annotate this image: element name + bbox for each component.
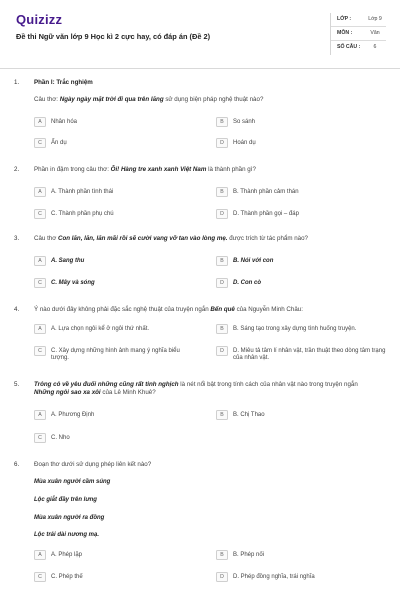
- option-text: B. Sáng tạo trong xây dựng tình huống truyện.: [233, 325, 357, 332]
- poem-line: Lộc giắt đầy trên lưng: [34, 497, 97, 503]
- option-letter-badge: D: [216, 138, 228, 148]
- option-text: C. Xây dựng những hình ảnh mang ý nghĩa biểu tượng.: [51, 347, 180, 361]
- question-text-post2: của Lê Minh Khuê?: [100, 388, 156, 396]
- option-text: Ẩn dụ: [51, 139, 67, 146]
- meta-value-subject: Văn: [370, 30, 380, 36]
- option-text: A. Thành phần tình thái: [51, 188, 114, 195]
- question-text-pre: Ý nào dưới đây không phải đặc sắc nghệ thuật của truyện ngắn: [34, 306, 211, 313]
- poem-line: Mùa xuân người cầm súng: [34, 479, 111, 485]
- option-text: D. Miêu tả tâm lí nhân vật, trần thuật theo dòng tâm trạng của nhân vật.: [233, 347, 386, 361]
- quizizz-logo[interactable]: Quizizz: [16, 12, 63, 27]
- meta-label-count: SỐ CÂU :: [337, 44, 361, 50]
- option-letter-badge: C: [34, 278, 46, 288]
- option-text: Hoán dụ: [233, 139, 256, 146]
- question-text: [34, 235, 374, 243]
- option-letter-badge: B: [216, 117, 228, 127]
- meta-value-count: 6: [373, 44, 377, 50]
- header-divider: [0, 68, 400, 69]
- option-letter-badge: A: [34, 410, 46, 420]
- option-text: B. Phép nối: [233, 551, 265, 558]
- option-letter-badge: A: [34, 117, 46, 127]
- option-text: C. Thành phần phụ chú: [51, 210, 114, 217]
- option-text: C. Mây và sóng: [51, 279, 95, 286]
- section-title: Phần I: Trắc nghiệm: [34, 79, 93, 86]
- question-text: Đoạn thơ dưới sử dụng phép liên kết nào?: [34, 461, 152, 468]
- option-text: C. Nho: [51, 434, 70, 441]
- option-text: B. Thành phần cảm thán: [233, 188, 299, 195]
- question-text: [34, 166, 374, 174]
- question-1: [14, 79, 386, 159]
- question-number: 4.: [14, 306, 20, 313]
- option-letter-badge: D: [216, 209, 228, 219]
- option-letter-badge: C: [34, 433, 46, 443]
- option-letter-badge: D: [216, 572, 228, 582]
- question-number: 1.: [14, 79, 20, 86]
- meta-box: [330, 13, 386, 55]
- option-text: B. Chị Thao: [233, 411, 265, 418]
- option-text: B. Nói với con: [233, 257, 274, 264]
- option-letter-badge: D: [216, 278, 228, 288]
- question-number: 6.: [14, 461, 20, 468]
- question-text-post: được trích từ tác phẩm nào?: [227, 235, 308, 242]
- option-text: A. Phép lặp: [51, 551, 83, 558]
- question-text-emph: Bến quê: [210, 306, 235, 313]
- meta-row-count: [331, 41, 386, 55]
- option-letter-badge: A: [34, 324, 46, 334]
- option-text: Nhân hóa: [51, 118, 78, 125]
- option-letter-badge: A: [34, 256, 46, 266]
- question-6: [14, 461, 386, 591]
- option-text: C. Phép thế: [51, 573, 83, 580]
- question-text-emph: Trông cô về yêu đuối những cũng rất tinh nghịch: [34, 381, 179, 388]
- question-4: [14, 306, 386, 376]
- question-number: 5.: [14, 381, 20, 388]
- option-letter-badge: A: [34, 187, 46, 197]
- meta-label-class: LỚP :: [337, 16, 352, 22]
- question-text-post: là thành phần gì?: [206, 166, 256, 173]
- option-letter-badge: C: [34, 138, 46, 148]
- meta-label-subject: MÔN :: [337, 30, 353, 36]
- question-text-emph: Ngày ngày mặt trời đi qua trên lăng: [59, 96, 164, 103]
- option-text: D. Thành phần gọi – đáp: [233, 210, 299, 217]
- meta-row-subject: [331, 27, 386, 41]
- option-text: D. Con cò: [233, 279, 261, 286]
- option-letter-badge: B: [216, 324, 228, 334]
- question-text: [34, 96, 374, 104]
- option-letter-badge: C: [34, 209, 46, 219]
- option-letter-badge: B: [216, 187, 228, 197]
- worksheet-header: [14, 10, 386, 68]
- question-number: 3.: [14, 235, 20, 242]
- question-3: [14, 235, 386, 299]
- question-2: [14, 166, 386, 230]
- question-text: [34, 381, 374, 397]
- question-text-emph: Ôi! Hàng tre xanh xanh Việt Nam: [110, 166, 207, 173]
- question-number: 2.: [14, 166, 20, 173]
- question-text-post: của Nguyễn Minh Châu:: [234, 306, 303, 313]
- option-letter-badge: B: [216, 410, 228, 420]
- question-text: [34, 306, 374, 314]
- option-letter-badge: B: [216, 550, 228, 560]
- question-text-emph2: Những ngôi sao xa xôi: [34, 388, 101, 396]
- question-text-pre: Câu thơ: [34, 235, 59, 242]
- poem-line: Mùa xuân người ra đồng: [34, 515, 105, 521]
- meta-row-class: [331, 13, 386, 27]
- question-5: [14, 381, 386, 447]
- option-letter-badge: C: [34, 346, 46, 356]
- option-text: D. Phép đồng nghĩa, trái nghĩa: [233, 573, 315, 580]
- option-text: A. Sang thu: [51, 257, 85, 264]
- question-text-pre: Câu thơ:: [34, 96, 60, 103]
- option-letter-badge: A: [34, 550, 46, 560]
- option-letter-badge: C: [34, 572, 46, 582]
- meta-value-class: Lớp 9: [368, 16, 382, 22]
- option-letter-badge: B: [216, 256, 228, 266]
- option-text: A. Lựa chọn ngôi kể ở ngôi thứ nhất.: [51, 325, 150, 332]
- option-text: So sánh: [233, 118, 256, 125]
- question-text-pre: Phần in đậm trong câu thơ:: [34, 166, 111, 173]
- question-text-post: sử dụng biện pháp nghệ thuật nào?: [163, 96, 264, 103]
- worksheet-title: Đề thi Ngữ văn lớp 9 Học kì 2 cực hay, có đáp án (Đề 2): [16, 32, 211, 41]
- question-text-post: là nét nổi bật trong tính cách của nhân vật nào trong truyện ngắn: [178, 381, 358, 388]
- question-text-emph: Con lăn, lăn, lăn mãi rồi sẽ cười vang vỡ tan vào lòng mẹ.: [58, 235, 228, 242]
- option-letter-badge: D: [216, 346, 228, 356]
- poem-line: Lộc trải dài nương mạ.: [34, 532, 99, 538]
- option-text: A. Phương Định: [51, 411, 95, 418]
